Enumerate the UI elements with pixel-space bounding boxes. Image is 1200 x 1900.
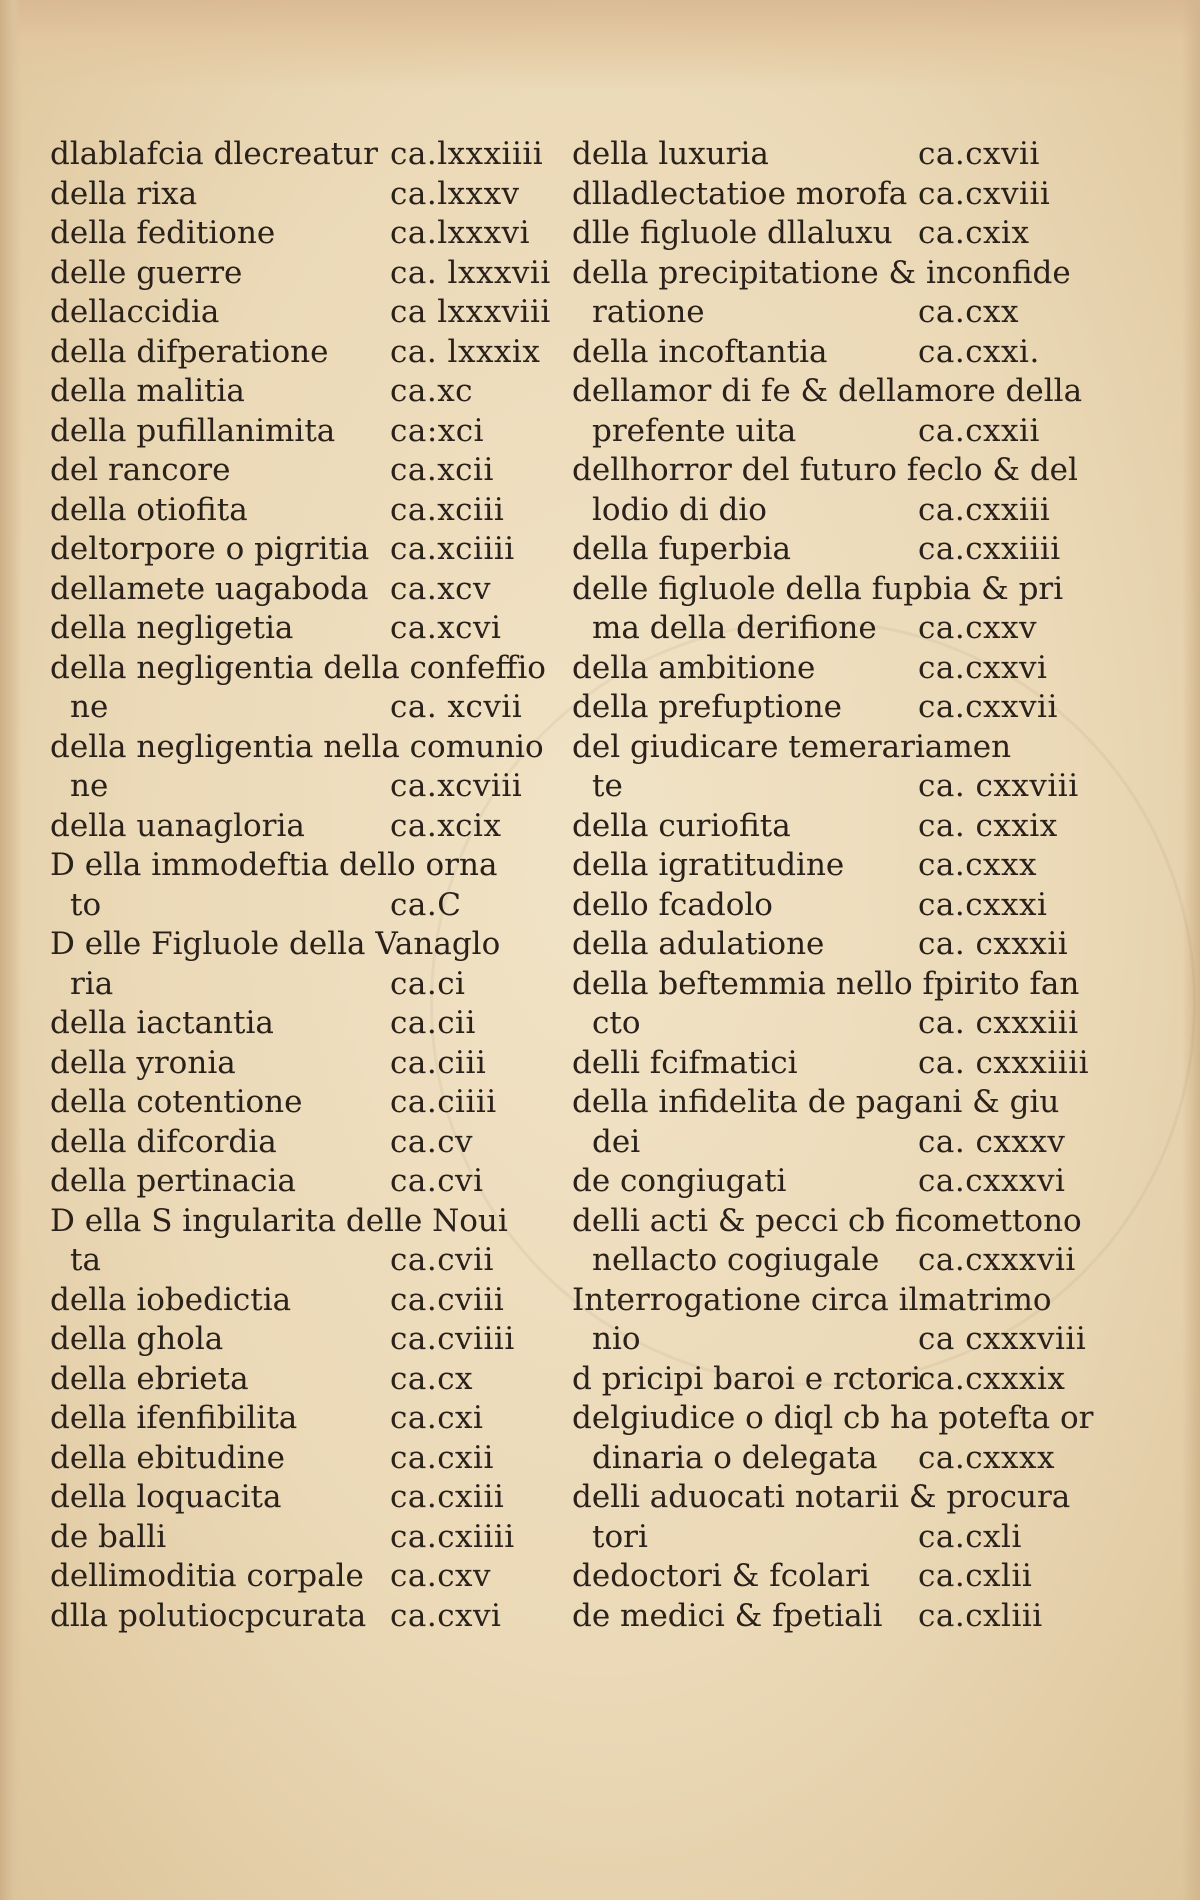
entry-title: dellamor di fe & dellamore della — [572, 373, 1083, 409]
entry-title: dei — [592, 1123, 641, 1160]
index-entry — [50, 807, 570, 847]
index-entry — [572, 1478, 1092, 1518]
index-entry — [572, 767, 1092, 807]
index-entry — [572, 688, 1092, 728]
entry-title: della malitia — [50, 373, 245, 409]
index-entry — [572, 965, 1092, 1005]
index-entry — [572, 1320, 1092, 1360]
index-entry — [50, 649, 570, 689]
entry-title: dellhorror del futuro feclo & del — [572, 452, 1078, 488]
entry-title: dellimoditia corpale — [50, 1558, 364, 1594]
chapter-number: ca.cxx — [918, 294, 1020, 330]
entry-title: della ebrieta — [50, 1360, 249, 1397]
entry-title: dedoctori & fcolari — [572, 1558, 870, 1594]
index-entry — [572, 1399, 1092, 1439]
entry-title: dlablafcia dlecreatur — [50, 136, 378, 172]
index-entry — [50, 1241, 570, 1281]
entry-title: della fuperbia — [572, 531, 792, 567]
chapter-number: ca.ci — [390, 965, 466, 1002]
entry-title: della luxuria — [572, 136, 769, 172]
chapter-number: ca.cxi — [390, 1400, 484, 1436]
chapter-number: ca. xcvii — [390, 689, 523, 725]
chapter-number: ca.cxvi — [390, 1597, 502, 1634]
entry-title: ratione — [592, 294, 705, 330]
chapter-number: ca. lxxxix — [390, 333, 541, 370]
index-entry — [50, 1439, 570, 1479]
index-column-left — [50, 135, 570, 1636]
entry-title: dello fcadolo — [572, 886, 773, 923]
index-entry — [50, 767, 570, 807]
chapter-number: ca.xcv — [390, 570, 492, 607]
entry-title: de congiugati — [572, 1163, 787, 1199]
entry-title: cto — [592, 1005, 641, 1041]
index-entry — [572, 1360, 1092, 1400]
chapter-number: ca.ciiii — [390, 1084, 497, 1120]
entry-title: ta — [70, 1242, 101, 1278]
entry-title: delli acti & pecci cb ficomettono — [572, 1202, 1082, 1239]
entry-title: D ella immodeftia dello orna — [50, 847, 498, 883]
entry-title: della iactantia — [50, 1005, 274, 1041]
entry-title: te — [592, 768, 623, 804]
chapter-number: ca:xci — [390, 412, 485, 449]
index-entry — [50, 1399, 570, 1439]
entry-title: della cotentione — [50, 1084, 303, 1120]
entry-title: della negligentia nella comunio — [50, 728, 544, 765]
entry-title: d pricipi baroi e rctori — [572, 1360, 921, 1397]
index-entry — [50, 846, 570, 886]
chapter-number: ca.lxxxv — [390, 175, 520, 212]
chapter-number: ca.cxviii — [918, 175, 1051, 212]
chapter-number: ca.cxvii — [918, 136, 1040, 172]
chapter-number: ca. cxxix — [918, 807, 1058, 844]
entry-title: della prefuptione — [572, 689, 842, 725]
entry-title: D ella S ingularita delle Noui — [50, 1202, 508, 1239]
entry-title: delli fcifmatici — [572, 1044, 798, 1081]
entry-title: della feditione — [50, 215, 276, 251]
chapter-number: ca.xc — [390, 373, 474, 409]
entry-title: dlle figluole dllaluxu — [572, 215, 893, 251]
chapter-number: ca.lxxxiiii — [390, 136, 544, 172]
entry-title: delle guerre — [50, 254, 243, 291]
index-entry — [50, 965, 570, 1005]
entry-title: ne — [70, 689, 109, 725]
entry-title: dinaria o delegata — [592, 1439, 878, 1476]
index-entry — [572, 1083, 1092, 1123]
entry-title: della pertinacia — [50, 1163, 296, 1199]
left-page-edge — [0, 0, 22, 1900]
entry-title: tori — [592, 1518, 648, 1555]
entry-title: della iobedictia — [50, 1281, 292, 1318]
index-entry — [572, 491, 1092, 531]
entry-title: delgiudice o diql cb ha potefta or — [572, 1400, 1094, 1436]
index-entry — [50, 609, 570, 649]
entry-title: delli aduocati notarii & procura — [572, 1479, 1071, 1515]
chapter-number: ca.cxxiii — [918, 491, 1051, 528]
chapter-number: ca.cxxxx — [918, 1439, 1055, 1476]
chapter-number: ca.cxxxvii — [918, 1242, 1076, 1278]
index-entry — [50, 372, 570, 412]
entry-title: dlla polutiocpcurata — [50, 1597, 367, 1634]
index-entry — [572, 1597, 1092, 1637]
entry-title: della difcordia — [50, 1123, 277, 1160]
index-entry — [50, 1202, 570, 1242]
index-entry — [50, 293, 570, 333]
index-entry — [572, 1557, 1092, 1597]
entry-title: della difperatione — [50, 333, 329, 370]
chapter-number: ca.cxliii — [918, 1597, 1043, 1634]
index-entry — [572, 1004, 1092, 1044]
entry-title: della infidelita de pagani & giu — [572, 1084, 1060, 1120]
index-entry — [50, 175, 570, 215]
chapter-number: ca.xcix — [390, 807, 502, 844]
index-entry — [50, 728, 570, 768]
index-entry — [572, 372, 1092, 412]
index-entry — [50, 1123, 570, 1163]
chapter-number: ca. cxxxii — [918, 926, 1069, 962]
index-entry — [572, 1162, 1092, 1202]
index-entry — [572, 1241, 1092, 1281]
chapter-number: ca.cvi — [390, 1163, 484, 1199]
chapter-number: ca.cxxi. — [918, 333, 1040, 370]
index-entry — [572, 293, 1092, 333]
entry-title: ne — [70, 768, 109, 804]
entry-title: delle figluole della fupbia & pri — [572, 570, 1064, 607]
index-entry — [572, 214, 1092, 254]
entry-title: lodio di dio — [592, 491, 767, 528]
chapter-number: ca.cxxv — [918, 610, 1038, 646]
entry-title: de balli — [50, 1518, 167, 1555]
index-entry — [50, 451, 570, 491]
index-entry — [572, 807, 1092, 847]
chapter-number: ca.cxix — [918, 215, 1030, 251]
index-entry — [572, 1123, 1092, 1163]
entry-title: della yronia — [50, 1044, 236, 1081]
chapter-number: ca.cxlii — [918, 1558, 1033, 1594]
entry-title: ria — [70, 965, 114, 1002]
chapter-number: ca. cxxviii — [918, 768, 1079, 804]
entry-title: della ghola — [50, 1321, 224, 1357]
chapter-number: ca.cxxxvi — [918, 1163, 1066, 1199]
index-entry — [572, 412, 1092, 452]
index-entry — [50, 530, 570, 570]
index-entry — [572, 135, 1092, 175]
index-entry — [572, 649, 1092, 689]
index-entry — [50, 1360, 570, 1400]
chapter-number: ca. cxxxiiii — [918, 1044, 1090, 1081]
entry-title: della negligetia — [50, 610, 294, 646]
index-entry — [572, 1439, 1092, 1479]
chapter-number: ca.cxli — [918, 1518, 1022, 1555]
chapter-number: ca.cxxxix — [918, 1360, 1066, 1397]
index-entry — [572, 254, 1092, 294]
chapter-number: ca cxxxviii — [918, 1321, 1087, 1357]
entry-title: dellamete uagaboda — [50, 570, 369, 607]
index-entry — [50, 1518, 570, 1558]
index-entry — [572, 333, 1092, 373]
chapter-number: ca.cxxiiii — [918, 531, 1061, 567]
chapter-number: ca.cxv — [390, 1558, 492, 1594]
index-entry — [50, 214, 570, 254]
index-entry — [50, 1557, 570, 1597]
chapter-number: ca.xcvi — [390, 610, 502, 646]
entry-title: prefente uita — [592, 412, 797, 449]
entry-title: de medici & fpetiali — [572, 1597, 883, 1634]
entry-title: dlladlectatioe morofa — [572, 175, 908, 212]
chapter-number: ca.xciiii — [390, 531, 515, 567]
entry-title: del rancore — [50, 452, 231, 488]
chapter-number: ca.lxxxvi — [390, 215, 530, 251]
chapter-number: ca.cxiii — [390, 1479, 505, 1515]
index-entry — [50, 254, 570, 294]
index-entry — [50, 1004, 570, 1044]
index-entry — [572, 1044, 1092, 1084]
index-entry — [50, 412, 570, 452]
entry-title: D elle Figluole della Vanaglo — [50, 926, 501, 962]
entry-title: nellacto cogiugale — [592, 1242, 880, 1278]
entry-title: della beftemmia nello fpirito fan — [572, 965, 1080, 1002]
entry-title: della uanagloria — [50, 807, 305, 844]
entry-title: della ebitudine — [50, 1439, 285, 1476]
index-entry — [50, 1044, 570, 1084]
index-entry — [50, 135, 570, 175]
entry-title: della ifenfibilita — [50, 1400, 298, 1436]
index-entry — [50, 1597, 570, 1637]
entry-title: della rixa — [50, 175, 198, 212]
index-entry — [572, 846, 1092, 886]
index-entry — [50, 491, 570, 531]
index-entry — [572, 1518, 1092, 1558]
index-entry — [50, 688, 570, 728]
index-entry — [572, 1281, 1092, 1321]
entry-title: della precipitatione & inconfide — [572, 254, 1071, 291]
chapter-number: ca.ciii — [390, 1044, 487, 1081]
index-entry — [50, 1478, 570, 1518]
index-entry — [572, 609, 1092, 649]
index-entry — [572, 451, 1092, 491]
index-entry — [50, 886, 570, 926]
chapter-number: ca.cxxx — [918, 847, 1038, 883]
chapter-number: ca.cxxii — [918, 412, 1040, 449]
index-entry — [572, 530, 1092, 570]
entry-title: ma della derifione — [592, 610, 877, 646]
index-entry — [50, 1162, 570, 1202]
index-entry — [572, 570, 1092, 610]
chapter-number: ca lxxxviii — [390, 294, 551, 330]
entry-title: della igratitudine — [572, 847, 845, 883]
index-entry — [50, 925, 570, 965]
chapter-number: ca.xcii — [390, 452, 494, 488]
entry-title: Interrogatione circa ilmatrimo — [572, 1281, 1052, 1318]
chapter-number: ca.C — [390, 886, 462, 923]
chapter-number: ca.cxii — [390, 1439, 494, 1476]
chapter-number: ca.cxxvi — [918, 649, 1048, 686]
entry-title: deltorpore o pigritia — [50, 531, 370, 567]
chapter-number: ca.cviiii — [390, 1321, 515, 1357]
index-entry — [572, 728, 1092, 768]
index-entry — [50, 1083, 570, 1123]
entry-title: nio — [592, 1321, 641, 1357]
index-column-right — [572, 135, 1092, 1636]
chapter-number: ca.cv — [390, 1123, 474, 1160]
chapter-number: ca.cviii — [390, 1281, 505, 1318]
chapter-number: ca.xcviii — [390, 768, 523, 804]
chapter-number: ca.cii — [390, 1005, 476, 1041]
chapter-number: ca.xciii — [390, 491, 505, 528]
entry-title: dellaccidia — [50, 294, 220, 330]
entry-title: della otiofita — [50, 491, 248, 528]
entry-title: della negligentia della confeffio — [50, 649, 546, 686]
entry-title: della adulatione — [572, 926, 825, 962]
chapter-number: ca.cvii — [390, 1242, 494, 1278]
chapter-number: ca.cx — [390, 1360, 474, 1397]
top-stain — [0, 0, 1200, 90]
chapter-number: ca.cxxvii — [918, 689, 1058, 725]
index-entry — [50, 333, 570, 373]
entry-title: to — [70, 886, 102, 923]
index-entry — [50, 570, 570, 610]
index-entry — [572, 175, 1092, 215]
entry-title: della pufillanimita — [50, 412, 336, 449]
entry-title: della incoftantia — [572, 333, 828, 370]
entry-title: della ambitione — [572, 649, 816, 686]
chapter-number: ca.cxiiii — [390, 1518, 515, 1555]
entry-title: del giudicare temerariamen — [572, 728, 1012, 765]
entry-title: della curiofita — [572, 807, 791, 844]
index-entry — [572, 925, 1092, 965]
index-entry — [50, 1320, 570, 1360]
chapter-number: ca. cxxxiii — [918, 1005, 1079, 1041]
index-entry — [572, 886, 1092, 926]
index-entry — [572, 1202, 1092, 1242]
chapter-number: ca. lxxxvii — [390, 254, 551, 291]
entry-title: della loquacita — [50, 1479, 282, 1515]
chapter-number: ca. cxxxv — [918, 1123, 1066, 1160]
index-entry — [50, 1281, 570, 1321]
chapter-number: ca.cxxxi — [918, 886, 1048, 923]
